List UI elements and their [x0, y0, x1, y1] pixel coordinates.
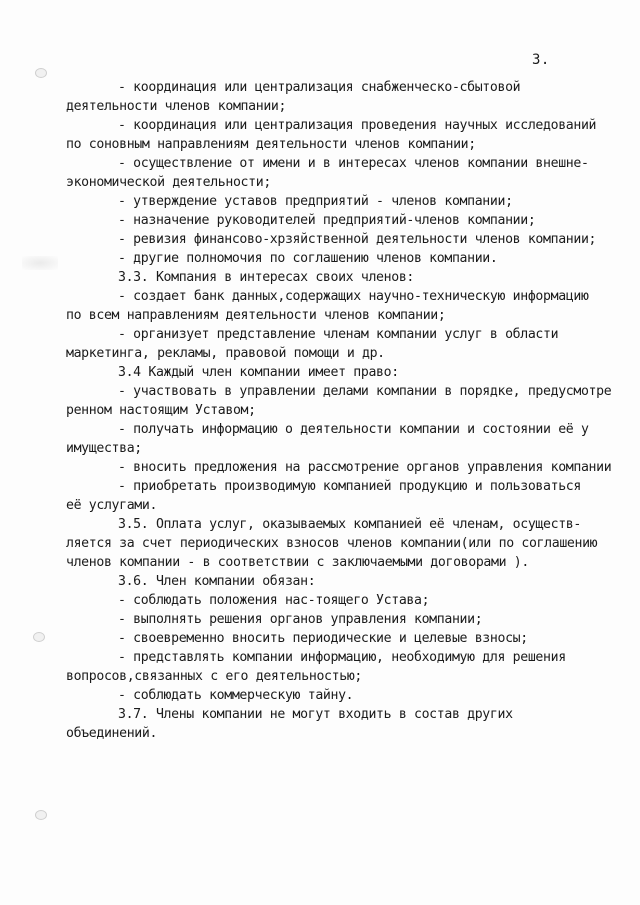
text-line: - вносить предложения на рассмотрение органов управления компании: [118, 460, 612, 475]
text-line: по соновным направлениям деятельности членов компании;: [66, 137, 476, 152]
document-text: [66, 78, 632, 743]
scan-smudge: [22, 256, 58, 270]
text-line: вопросов,связанных с его деятельностью;: [66, 669, 362, 684]
text-line: имущества;: [66, 441, 142, 456]
text-line: - представлять компании информацию, необходимую для решения: [118, 650, 566, 665]
text-line: - ревизия финансово-хрзяйственной деятельности членов компании;: [118, 232, 597, 247]
text-line: маркетинга, рекламы, правовой помощи и др.: [66, 346, 385, 361]
text-line: - соблюдать положения нас-тоящего Устава;: [118, 593, 430, 608]
text-line: ляется за счет периодических взносов членов компании(или по соглашению: [66, 536, 598, 551]
punch-hole-mark: [35, 68, 47, 78]
text-line: - участвовать в управлении делами компании в порядке, предусмотре: [118, 384, 612, 399]
text-line: 3.7. Члены компании не могут входить в состав других: [118, 707, 513, 722]
text-line: 3.6. Член компании обязан:: [118, 574, 316, 589]
text-line: - другие полномочия по соглашению членов компании.: [118, 251, 498, 266]
text-line: - координация или централизация проведения научных исследований: [118, 118, 597, 133]
text-line: деятельности членов компании;: [66, 99, 287, 114]
text-line: - утверждение уставов предприятий - членов компании;: [118, 194, 513, 209]
text-line: - выполнять решения органов управления компании;: [118, 612, 483, 627]
punch-hole-mark: [35, 810, 47, 820]
text-line: - осуществление от имени и в интересах членов компании внешне-: [118, 156, 589, 171]
text-line: её услугами.: [66, 498, 158, 513]
text-line: 3.4 Каждый член компании имеет право:: [118, 365, 399, 380]
text-line: ренном настоящим Уставом;: [66, 403, 256, 418]
text-line: - организует представление членам компании услуг в области: [118, 327, 559, 342]
text-line: - соблюдать коммерческую тайну.: [118, 688, 354, 703]
text-line: - создает банк данных,содержащих научно-техническую информацию: [118, 289, 589, 304]
text-line: - назначение руководителей предприятий-членов компании;: [118, 213, 536, 228]
text-line: - своевременно вносить периодические и целевые взносы;: [118, 631, 528, 646]
text-line: 3.3. Компания в интересах своих членов:: [118, 270, 414, 285]
page-number: 3.: [532, 52, 550, 68]
text-line: объединений.: [66, 726, 158, 741]
punch-hole-mark: [33, 632, 45, 642]
text-line: 3.5. Оплата услуг, оказываемых компанией её членам, осуществ-: [118, 517, 581, 532]
text-line: членов компании - в соответствии с заключаемыми договорами ).: [66, 555, 529, 570]
text-line: - приобретать производимую компанией продукцию и пользоваться: [118, 479, 581, 494]
text-line: экономической деятельности;: [66, 175, 271, 190]
text-line: - координация или централизация снабженческо-сбытовой: [118, 80, 521, 95]
text-line: - получать информацию о деятельности компании и состоянии её у: [118, 422, 589, 437]
text-line: по всем направлениям деятельности членов компании;: [66, 308, 446, 323]
